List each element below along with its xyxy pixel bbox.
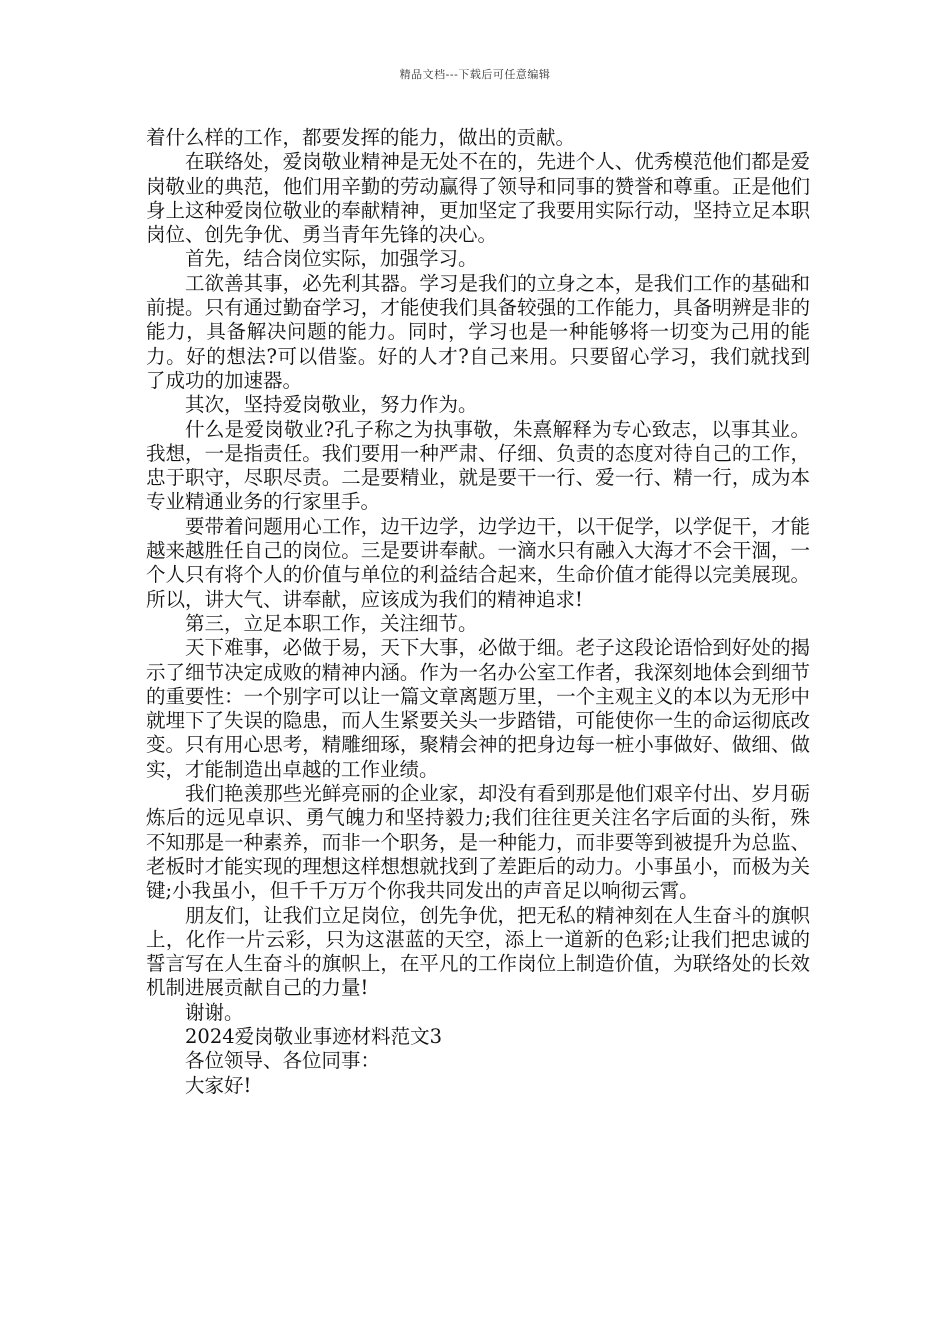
page-header: 精品文档---下载后可任意编辑 — [399, 68, 551, 81]
body-paragraph: 朋友们，让我们立足岗位，创先争优，把无私的精神刻在人生奋斗的旗帜上，化作一片云彩，只为这湛蓝的天空，添上一道新的色彩;让我们把忠诚的誓言写在人生奋斗的旗帜上，在平凡的工作岗位上制造价值，为联络处的长效机制进展贡献自己的力量! — [146, 903, 810, 1000]
document-body — [146, 126, 810, 1098]
article-title: 2024爱岗敬业事迹材料范文3 — [185, 1024, 443, 1048]
body-paragraph: 在联络处，爱岗敬业精神是无处不在的，先进个人、优秀模范他们都是爱岗敬业的典范，他们用辛勤的劳动赢得了领导和同事的赞誉和尊重。正是他们身上这种爱岗位敬业的奉献精神，更加坚定了我要用实际行动，坚持立足本职岗位、创先争优、勇当青年先锋的决心。 — [146, 150, 810, 247]
section-heading: 第三，立足本职工作，关注细节。 — [185, 611, 478, 635]
section-heading: 首先，结合岗位实际，加强学习。 — [185, 247, 478, 271]
body-paragraph: 我们艳羡那些光鲜亮丽的企业家，却没有看到那是他们艰辛付出、岁月砺炼后的远见卓识、勇气魄力和坚持毅力;我们往往更关注名字后面的头衔，殊不知那是一种素养，而非一个职务，是一种能力，而非要等到被提升为总监、老板时才能实现的理想这样想想就找到了差距后的动力。小事虽小，而极为关键;小我虽小，但千千万万个你我共同发出的声音足以响彻云霄。 — [146, 782, 810, 903]
body-paragraph: 工欲善其事，必先利其器。学习是我们的立身之本，是我们工作的基础和前提。只有通过勤奋学习，才能使我们具备较强的工作能力，具备明辨是非的能力，具备解决问题的能力。同时，学习也是一种能够将一切变为己用的能力。好的想法?可以借鉴。好的人才?自己来用。只要留心学习，我们就找到了成功的加速器。 — [146, 271, 810, 392]
section-heading: 其次，坚持爱岗敬业，努力作为。 — [185, 393, 478, 417]
body-paragraph: 要带着问题用心工作，边干边学，边学边干，以干促学，以学促干，才能越来越胜任自己的岗位。三是要讲奉献。一滴水只有融入大海才不会干涸，一个人只有将个人的价值与单位的利益结合起来，生命价值才能得以完美展现。所以，讲大气、讲奉献，应该成为我们的精神追求! — [146, 514, 810, 611]
greeting: 大家好! — [185, 1073, 252, 1097]
salutation: 各位领导、各位同事： — [185, 1049, 381, 1073]
body-paragraph: 天下难事，必做于易，天下大事，必做于细。老子这段论语恰到好处的揭示了细节决定成败的精神内涵。作为一名办公室工作者，我深刻地体会到细节的重要性：一个别字可以让一篇文章离题万里，一个主观主义的本以为无形中就埋下了失误的隐患，而人生紧要关头一步踏错，可能使你一生的命运彻底改变。只有用心思考，精雕细琢，聚精会神的把身边每一桩小事做好、做细、做实，才能制造出卓越的工作业绩。 — [146, 636, 810, 781]
body-paragraph: 什么是爱岗敬业?孔子称之为执事敬，朱熹解释为专心致志，以事其业。我想，一是指责任。我们要用一种严肃、仔细、负责的态度对待自己的工作，忠于职守，尽职尽责。二是要精业，就是要干一行、爱一行、精一行，成为本专业精通业务的行家里手。 — [146, 417, 810, 514]
closing-line: 谢谢。 — [185, 1000, 244, 1024]
body-paragraph: 着什么样的工作，都要发挥的能力，做出的贡献。 — [146, 126, 576, 149]
